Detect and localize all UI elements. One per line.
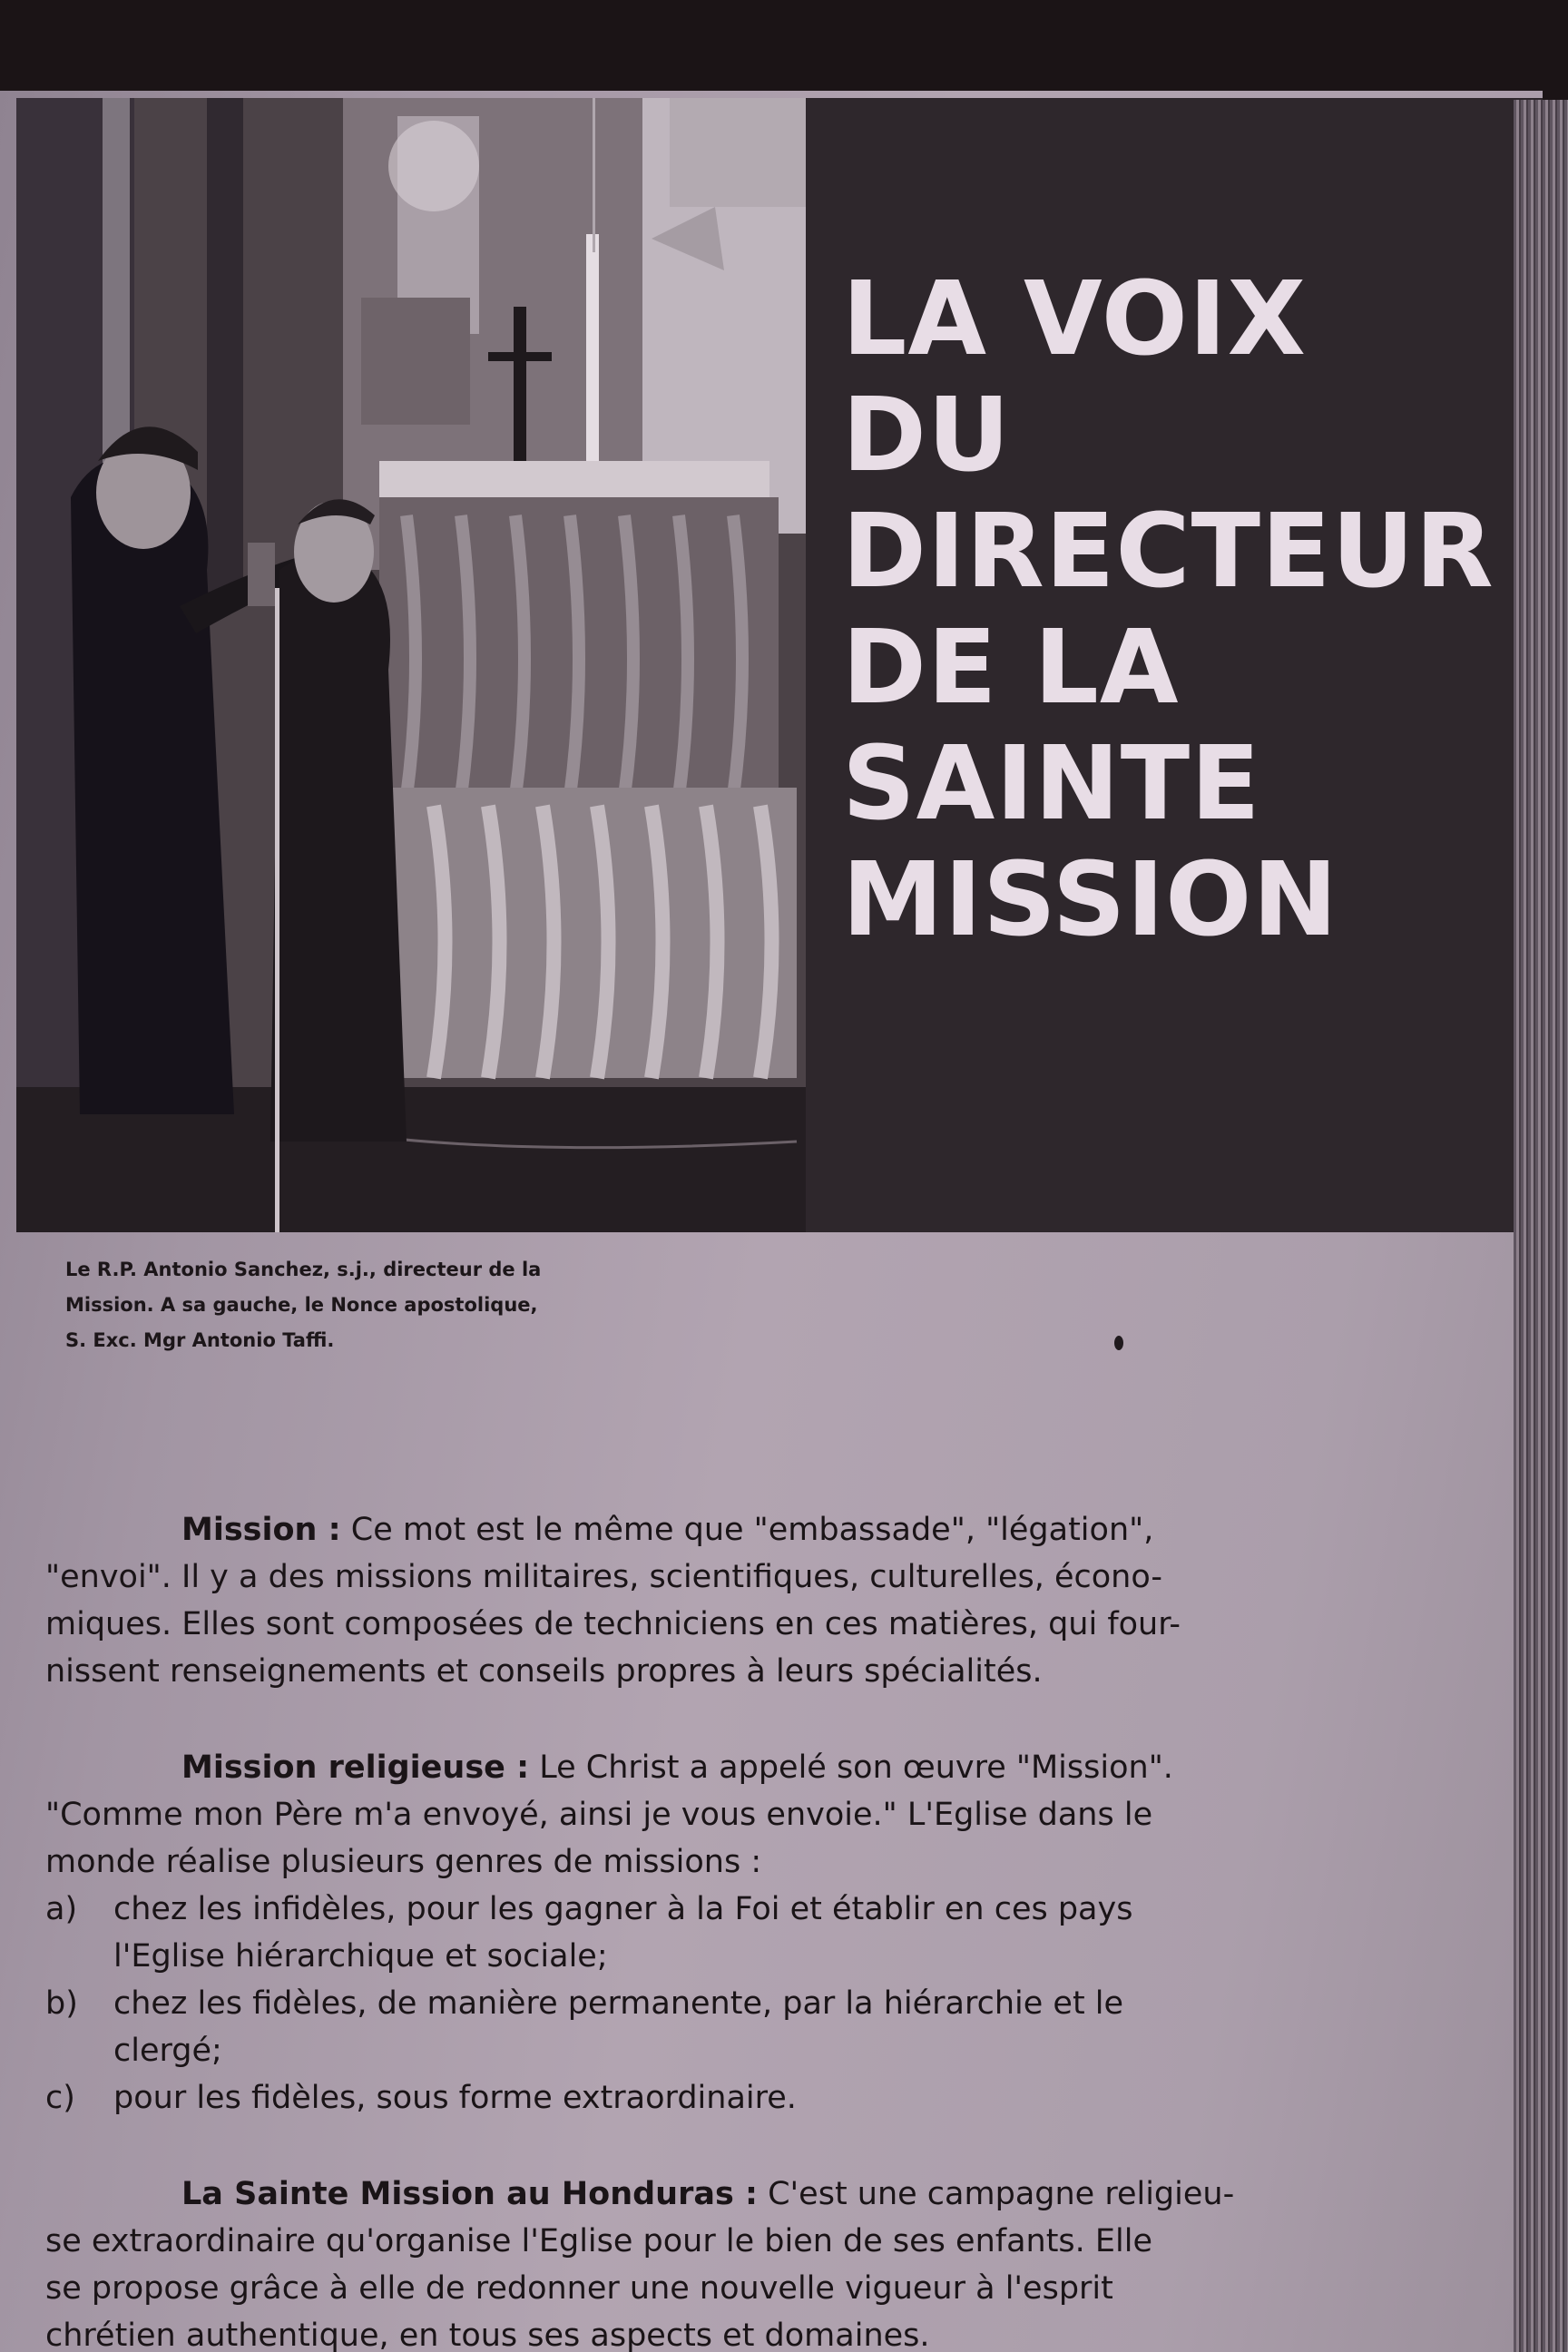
title-line: MISSION xyxy=(842,841,1339,959)
title-line: DU xyxy=(842,377,1011,495)
title-line: LA VOIX xyxy=(842,260,1307,378)
title-line: SAINTE xyxy=(842,725,1261,843)
caption-line: Le R.P. Antonio Sanchez, s.j., directeur de la xyxy=(65,1259,542,1280)
caption-line: Mission. A sa gauche, le Nonce apostolique, xyxy=(65,1294,538,1316)
paragraph-line: miques. Elles sont composées de techniciens en ces matières, qui four- xyxy=(45,1606,1181,1642)
paragraph-line xyxy=(45,1506,1488,1553)
page-edges xyxy=(1514,100,1568,2352)
paragraph-label: Mission religieuse : xyxy=(181,1749,530,1786)
article-title xyxy=(842,261,1494,958)
caption-line: S. Exc. Mgr Antonio Taffi. xyxy=(65,1329,335,1351)
article-body xyxy=(45,1506,1488,2352)
list-text: chez les fidèles, de manière permanente, par la hiérarchie et le xyxy=(113,1985,1124,2022)
list-text: chez les infidèles, pour les gagner à la Foi et établir en ces pays xyxy=(113,1891,1133,1927)
magazine-page xyxy=(0,91,1543,2352)
paragraph-line: "Comme mon Père m'a envoyé, ainsi je vous envoie." L'Eglise dans le xyxy=(45,1797,1153,1833)
paragraph-text: Le Christ a appelé son œuvre "Mission". xyxy=(529,1749,1173,1786)
paragraph-text: Ce mot est le même que "embassade", "légation", xyxy=(340,1512,1154,1548)
paragraph-mission xyxy=(45,1506,1488,1695)
photo-priests-at-altar xyxy=(16,98,806,1232)
paragraph-mission-religieuse xyxy=(45,1744,1488,2122)
title-panel xyxy=(806,98,1543,1232)
paragraph-label: Mission : xyxy=(181,1512,341,1548)
list-continuation: clergé; xyxy=(113,2033,222,2069)
paragraph-line: chrétien authentique, en tous ses aspects et domaines. xyxy=(45,2318,930,2352)
paragraph-line: se extraordinaire qu'organise l'Eglise pour le bien de ses enfants. Elle xyxy=(45,2223,1153,2259)
paragraph-line: se propose grâce à elle de redonner une nouvelle vigueur à l'esprit xyxy=(45,2270,1113,2307)
list-item xyxy=(45,2074,1488,2122)
list-marker: b) xyxy=(45,1985,78,2022)
photo-illustration xyxy=(16,98,806,1232)
paragraph-line: monde réalise plusieurs genres de missions : xyxy=(45,1844,762,1880)
paragraph-label: La Sainte Mission au Honduras : xyxy=(181,2176,758,2212)
list-item xyxy=(45,1980,1488,2027)
photo-caption xyxy=(65,1252,773,1358)
paragraph-sainte-mission xyxy=(45,2171,1488,2352)
paragraph-line xyxy=(45,2171,1488,2218)
list-marker: c) xyxy=(45,2080,75,2116)
paragraph-line: "envoi". Il y a des missions militaires, scientifiques, culturelles, écono- xyxy=(45,1559,1163,1595)
paragraph-line xyxy=(45,1744,1488,1791)
ink-speck xyxy=(1114,1336,1123,1350)
list-item xyxy=(45,1886,1488,1933)
list-text: pour les fidèles, sous forme extraordinaire. xyxy=(113,2080,797,2116)
list-marker: a) xyxy=(45,1891,78,1927)
paragraph-text: C'est une campagne religieu- xyxy=(757,2176,1235,2212)
paragraph-line: nissent renseignements et conseils propres à leurs spécialités. xyxy=(45,1653,1043,1690)
list-continuation: l'Eglise hiérarchique et sociale; xyxy=(113,1938,608,1975)
title-line: DIRECTEUR xyxy=(842,493,1494,611)
title-line: DE LA xyxy=(842,609,1180,727)
